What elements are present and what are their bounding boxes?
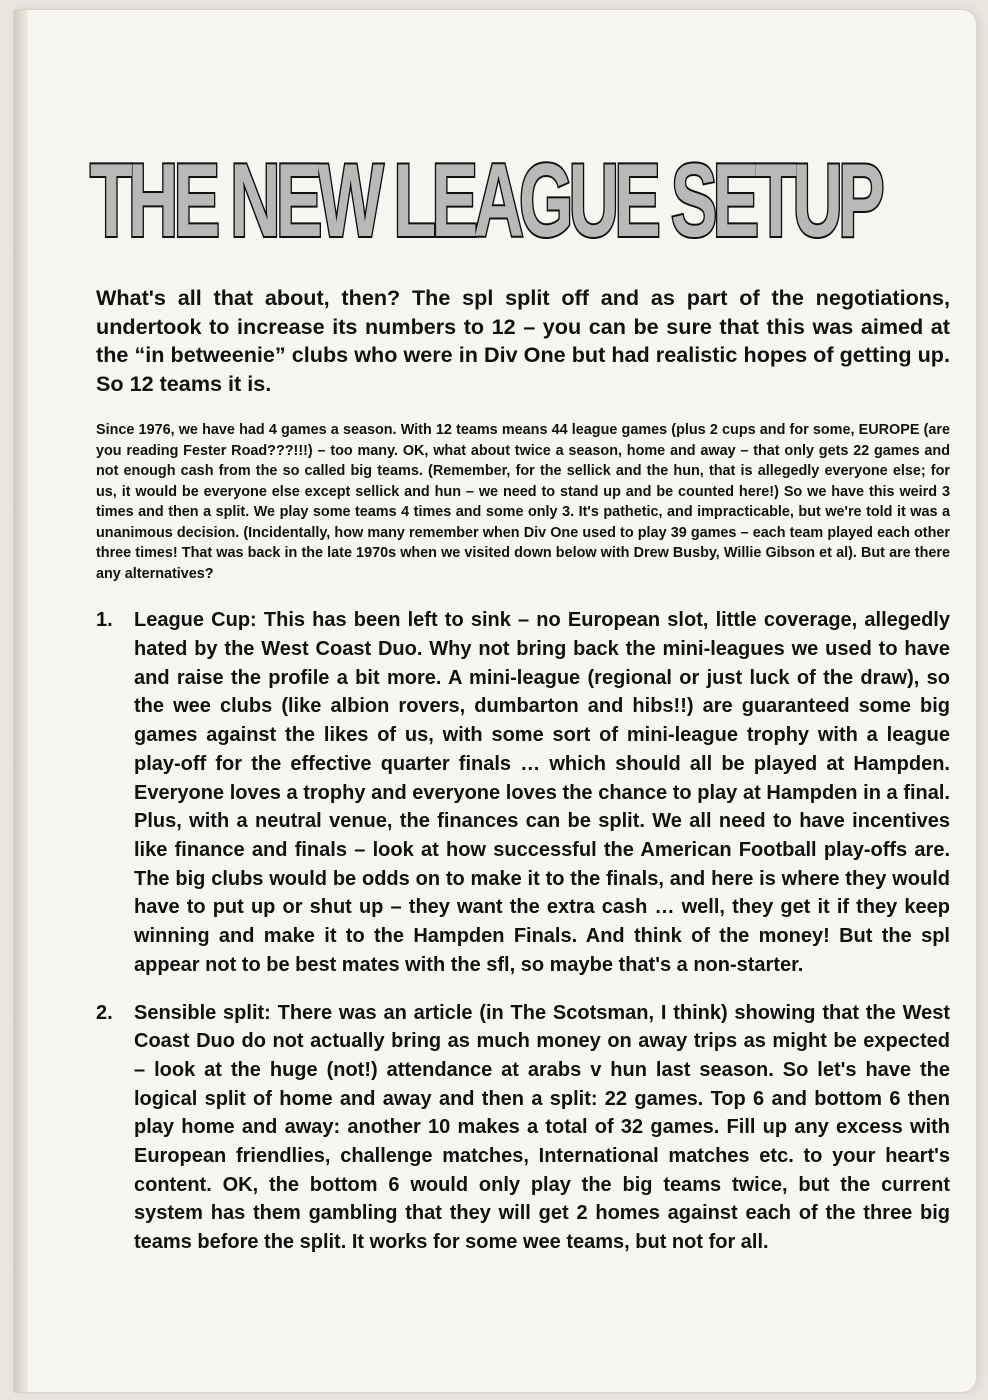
body-paragraph: Since 1976, we have had 4 games a season. With 12 teams means 44 league games (plus 2 cups and for some, EUROPE (are you reading Fester Road???!!!) – too many. OK, what about twice a season, home and away – that only gets 22 games and not enough cash from the so called big teams. (Remember, for the sellick and the hun, that is allegedly everyone else; for us, it would be everyone else except sellick and hun – we need to stand up and be counted here!) So we have this weird 3 times and then a split. We play some teams 4 times and some only 3. It's pathetic, and impracticable, but we're told it was a unanimous decision. (Incidentally, how many remember when Div One used to play 39 games – each team played each other three times! That was back in the late 1970s when we visited down below with Drew Busby, Willie Gibson et al). But are there any alternatives? <box>96 422 950 582</box>
list-item <box>96 606 950 979</box>
list-item-number: 1. <box>96 609 113 632</box>
list-item-text: Sensible split: There was an article (in The Scotsman, I think) showing that the West Coast Duo do not actually bring as much money on away trips as might be expected – look at the huge (not!) attendance at arabs v hun last season. So let's have the logical split of home and away and then a split: 22 games. Top 6 and bottom 6 then play home and away: another 10 makes a total of 32 games. Fill up any excess with European friendlies, challenge matches, International matches etc. to your heart's content. OK, the bottom 6 would only play the big teams twice, but the current system has them gambling that they will get 2 homes against each of the three big teams before the split. It works for some wee teams, but not for all. <box>134 1001 950 1254</box>
list-item-number: 2. <box>96 1001 113 1024</box>
intro-paragraph: What's all that about, then? The spl split off and as part of the negotiations, undertook to increase its numbers to 12 – you can be sure that this was aimed at the “in betweenie” clubs who were in Div One but had realistic hopes of getting up. So 12 teams it is. <box>96 285 950 396</box>
headline-text: THE NEW LEAGUE SETUP <box>90 143 883 254</box>
headline <box>88 136 886 254</box>
page-fold-shadow <box>14 10 28 1392</box>
alternatives-list <box>96 606 950 1256</box>
list-item <box>96 999 950 1257</box>
page <box>14 10 976 1392</box>
list-item-text: League Cup: This has been left to sink – no European slot, little coverage, allegedly hated by the West Coast Duo. Why not bring back the mini-leagues we used to have and raise the profile a bit more. A mini-league (regional or just luck of the draw), so the wee clubs (like albion rovers, dumbarton and hibs!!) are guaranteed some big games against the likes of us, with some sort of mini-league trophy with a league play-off for the effective quarter finals … which should all be played at Hampden. Everyone loves a trophy and everyone loves the chance to play at Hampden in a final. Plus, with a neutral venue, the finances can be split. We all need to have incentives like finance and finals – look at how successful the American Football play-offs are. The big clubs would be odds on to make it to the finals, and here is where they would have to put up or shut up – they want the extra cash … well, they get it if they keep winning and make it to the Hampden Finals. And think of the money! But the spl appear not to be best mates with the sfl, so maybe that's a non-starter. <box>134 609 950 976</box>
article <box>80 10 948 1276</box>
